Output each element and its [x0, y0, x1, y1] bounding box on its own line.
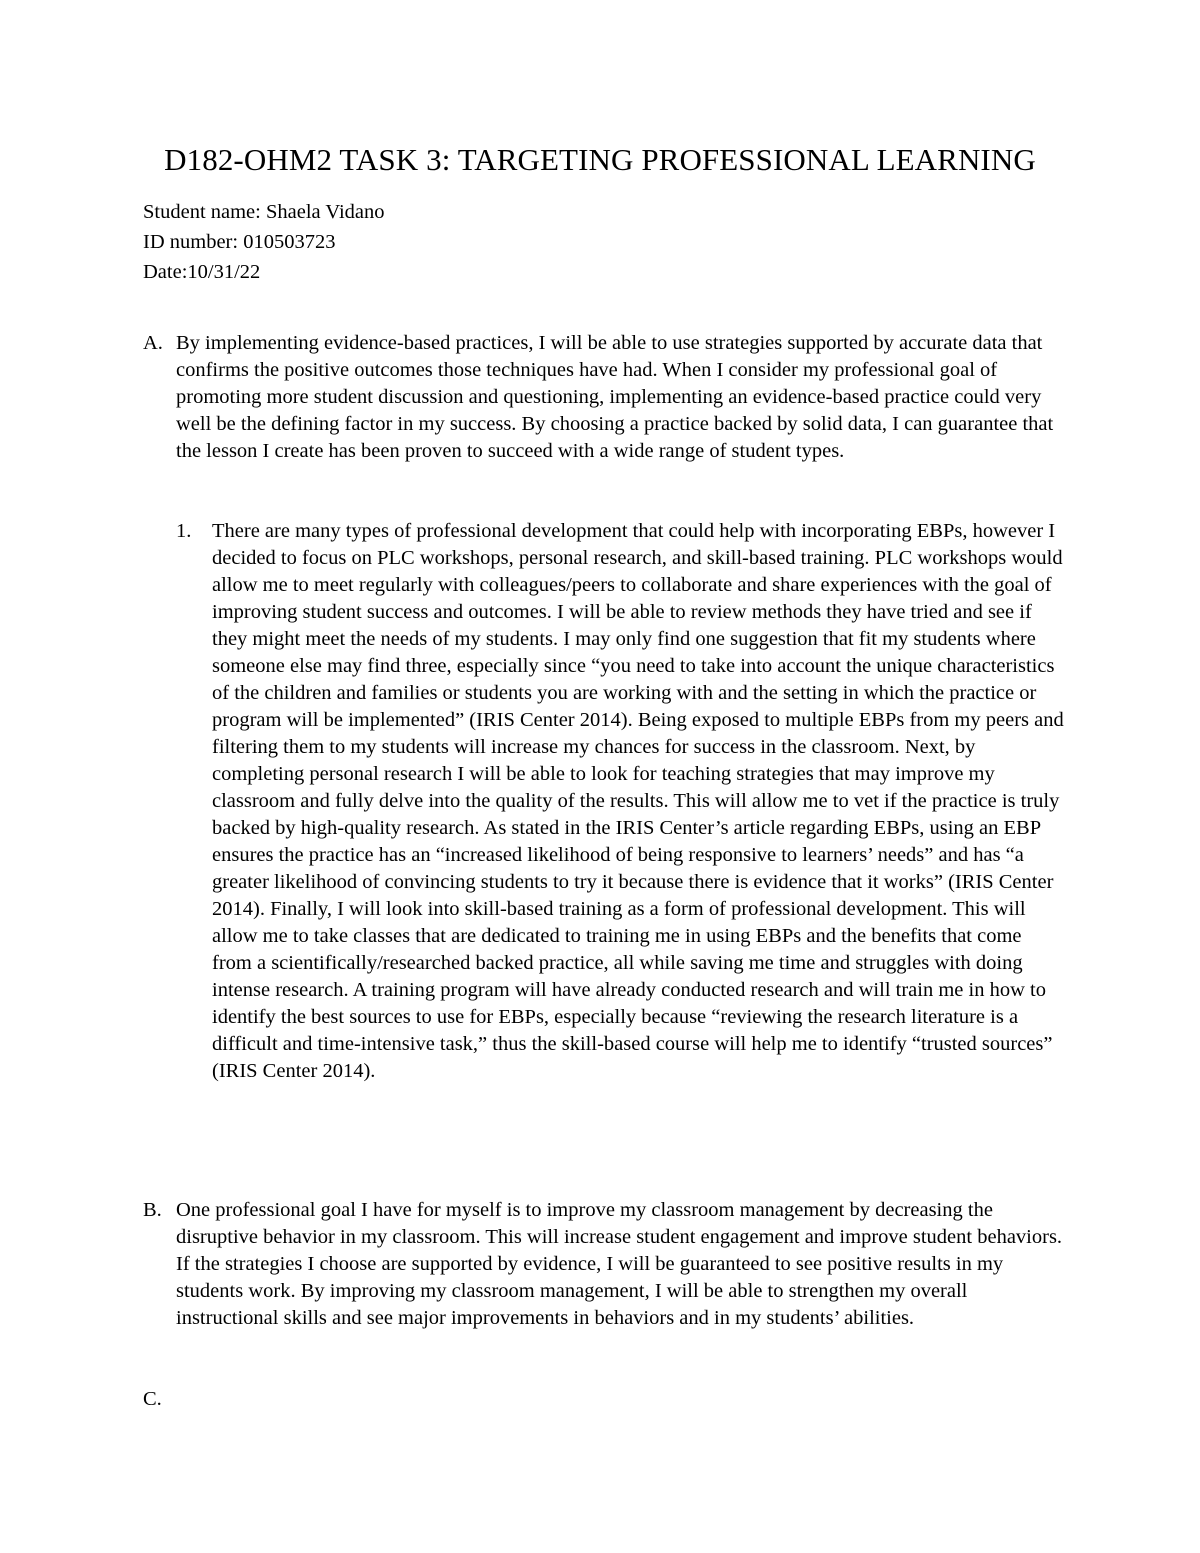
document-title: D182-OHM2 TASK 3: TARGETING PROFESSIONAL LEARNING: [164, 142, 1036, 177]
submission-date: Date:10/31/22: [143, 261, 261, 283]
section-c-marker: C.: [143, 1388, 162, 1410]
section-a: [143, 330, 1063, 465]
section-a-marker: A.: [143, 332, 163, 354]
section-b-marker: B.: [143, 1199, 162, 1221]
section-b: [143, 1197, 1063, 1332]
item-1-text: There are many types of professional development that could help with incorporating EBPs, however I decided to focus on PLC workshops, personal research, and skill-based training. PLC workshops would allow me to meet regularly with colleagues/peers to collaborate and share experiences with the goal of improving student success and outcomes. I will be able to review methods they have tried and see if they might meet the needs of my students. I may only find one suggestion that fit my students where someone else may find three, especially since “you need to take into account the unique characteristics of the children and families or students you are working with and the setting in which the practice or program will be implemented” (IRIS Center 2014). Being exposed to multiple EBPs from my peers and filtering them to my students will increase my chances for success in the classroom. Next, by completing personal research I will be able to look for teaching strategies that may improve my classroom and fully delve into the quality of the results. This will allow me to vet if the practice is truly backed by high-quality research. As stated in the IRIS Center’s article regarding EBPs, using an EBP ensures the practice has an “increased likelihood of being responsive to learners’ needs” and has “a greater likelihood of convincing students to try it because there is evidence that it works” (IRIS Center 2014). Finally, I will look into skill-based training as a form of professional development. This will allow me to take classes that are dedicated to training me in using EBPs and the benefits that come from a scientifically/researched backed practice, all while saving me time and struggles with doing intense research. A training program will have already conducted research and will train me in how to identify the best sources to use for EBPs, especially because “reviewing the research literature is a difficult and time-intensive task,” thus the skill-based course will help me to identify “trusted sources” (IRIS Center 2014).: [212, 520, 1064, 1082]
section-a-item-1: [176, 518, 1066, 1085]
section-b-text: One professional goal I have for myself is to improve my classroom management by decreasing the disruptive behavior in my classroom. This will increase student engagement and improve student behaviors. If the strategies I choose are supported by evidence, I will be guaranteed to see positive results in my students work. By improving my classroom management, I will be able to strengthen my overall instructional skills and see major improvements in behaviors and in my students’ abilities.: [176, 1199, 1063, 1329]
student-name: Student name: Shaela Vidano: [143, 201, 385, 223]
section-a-text: By implementing evidence-based practices, I will be able to use strategies supported by accurate data that confirms the positive outcomes those techniques have had. When I consider my professional goal of promoting more student discussion and questioning, implementing an evidence-based practice could very well be the defining factor in my success. By choosing a practice backed by solid data, I can guarantee that the lesson I create has been proven to succeed with a wide range of student types.: [176, 332, 1054, 462]
id-number: ID number: 010503723: [143, 231, 336, 253]
student-info: [143, 197, 385, 287]
item-1-marker: 1.: [176, 520, 192, 542]
